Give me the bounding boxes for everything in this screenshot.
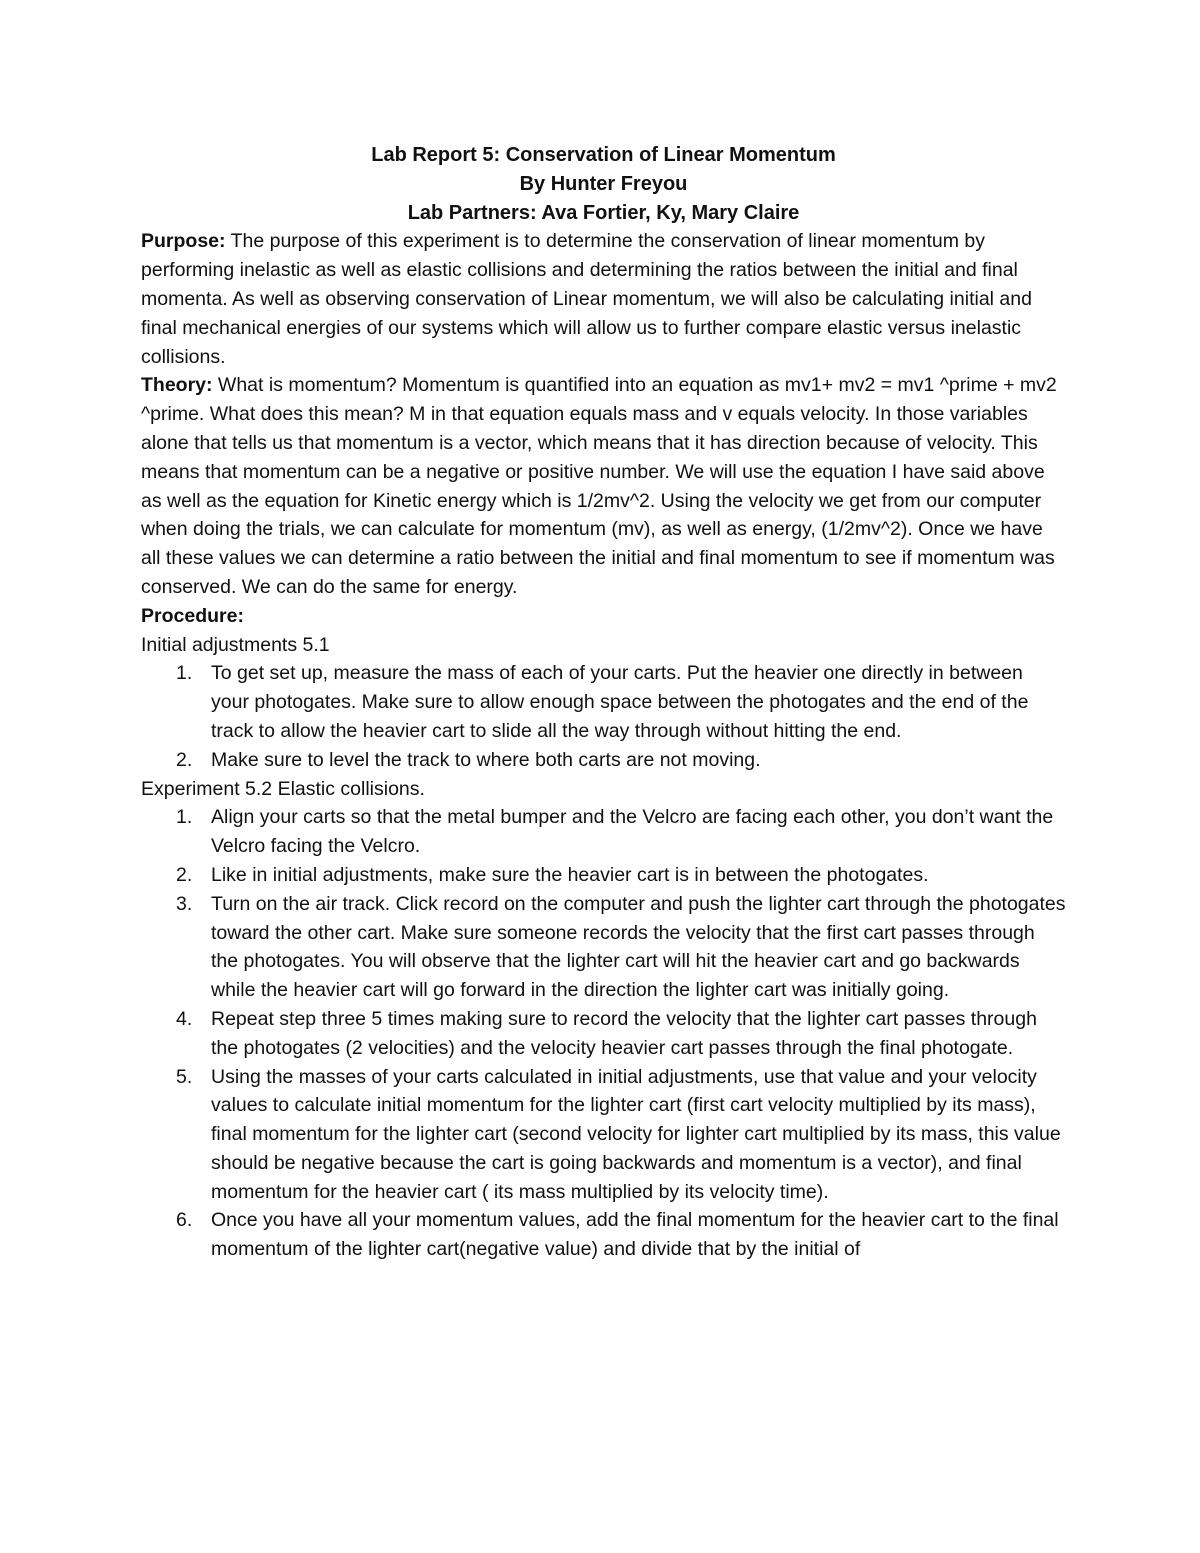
step-text: Using the masses of your carts calculated in initial adjustments, use that value and your velocity values to calculate initial momentum for the lighter cart (first cart velocity multiplied by its mass), final momentum for the lighter cart (second velocity for lighter cart multiplied by its mass, this value should be negative because the cart is going backwards and momentum is a vector), and final momentum for the heavier cart ( its mass multiplied by its velocity time).	[211, 1065, 1061, 1203]
list-item	[141, 1063, 1066, 1207]
step-text: Turn on the air track. Click record on the computer and push the lighter cart through the photogates toward the other cart. Make sure someone records the velocity that the first cart passes through the photogates. You will observe that the lighter cart will hit the heavier cart and go backwards while the heavier cart will go forward in the direction the lighter cart was initially going.	[211, 892, 1066, 1002]
elastic-collisions-list	[141, 803, 1066, 1264]
procedure-heading: Procedure:	[141, 604, 244, 627]
step-number: 6.	[176, 1209, 193, 1232]
theory-label: Theory:	[141, 374, 213, 397]
report-partners: Lab Partners: Ava Fortier, Ky, Mary Claire	[407, 201, 800, 224]
purpose-label: Purpose:	[141, 230, 226, 253]
purpose-text: The purpose of this experiment is to determine the conservation of linear momentum by performing inelastic as well as elastic collisions and determining the ratios between the initial and final momenta. As well as observing conservation of Linear momentum, we will also be calculating initial and final mechanical energies of our systems which will allow us to further compare elastic versus inelastic collisions.	[141, 230, 1032, 368]
step-number: 5.	[176, 1065, 193, 1088]
step-number: 2.	[176, 863, 193, 886]
title-block	[141, 141, 1066, 227]
list-item	[141, 746, 1066, 775]
purpose-paragraph	[141, 227, 1066, 371]
list-item	[141, 861, 1066, 890]
step-number: 1.	[176, 806, 193, 829]
step-text: Repeat step three 5 times making sure to record the velocity that the lighter cart passes through the photogates (2 velocities) and the velocity heavier cart passes through the final photogate.	[211, 1007, 1037, 1059]
elastic-collisions-heading: Experiment 5.2 Elastic collisions.	[141, 777, 425, 800]
report-author: By Hunter Freyou	[519, 172, 688, 195]
list-item	[141, 1206, 1066, 1264]
report-title: Lab Report 5: Conservation of Linear Momentum	[371, 144, 836, 166]
list-item	[141, 659, 1066, 745]
initial-adjustments-heading: Initial adjustments 5.1	[141, 633, 330, 656]
theory-text: What is momentum? Momentum is quantified into an equation as mv1+ mv2 = mv1 ^prime + mv2 ^prime. What does this mean? M in that equation equals mass and v equals velocity. In those variables alone that tells us that momentum is a vector, which means that it has direction because of velocity. This means that momentum can be a negative or positive number. We will use the equation I have said above as well as the equation for Kinetic energy which is 1/2mv^2. Using the velocity we get from our computer when doing the trials, we can calculate for momentum (mv), as well as energy, (1/2mv^2). Once we have all these values we can determine a ratio between the initial and final momentum to see if momentum was conserved. We can do the same for energy.	[141, 374, 1057, 598]
step-text: To get set up, measure the mass of each of your carts. Put the heavier one directly in between your photogates. Make sure to allow enough space between the photogates and the end of the track to allow the heavier cart to slide all the way through without hitting the end.	[211, 662, 1029, 742]
theory-paragraph	[141, 371, 1066, 601]
step-number: 3.	[176, 892, 193, 915]
step-number: 2.	[176, 748, 193, 771]
list-item	[141, 1005, 1066, 1063]
initial-adjustments-list	[141, 659, 1066, 774]
list-item	[141, 803, 1066, 861]
list-item	[141, 890, 1066, 1005]
step-text: Like in initial adjustments, make sure the heavier cart is in between the photogates.	[211, 863, 929, 886]
step-text: Align your carts so that the metal bumper and the Velcro are facing each other, you don’t want the Velcro facing the Velcro.	[211, 806, 1054, 858]
step-number: 1.	[176, 662, 193, 685]
step-number: 4.	[176, 1007, 193, 1030]
step-text: Once you have all your momentum values, add the final momentum for the heavier cart to the final momentum of the lighter cart(negative value) and divide that by the initial of	[211, 1209, 1059, 1261]
document-page	[141, 141, 1066, 1264]
step-text: Make sure to level the track to where both carts are not moving.	[211, 748, 761, 771]
